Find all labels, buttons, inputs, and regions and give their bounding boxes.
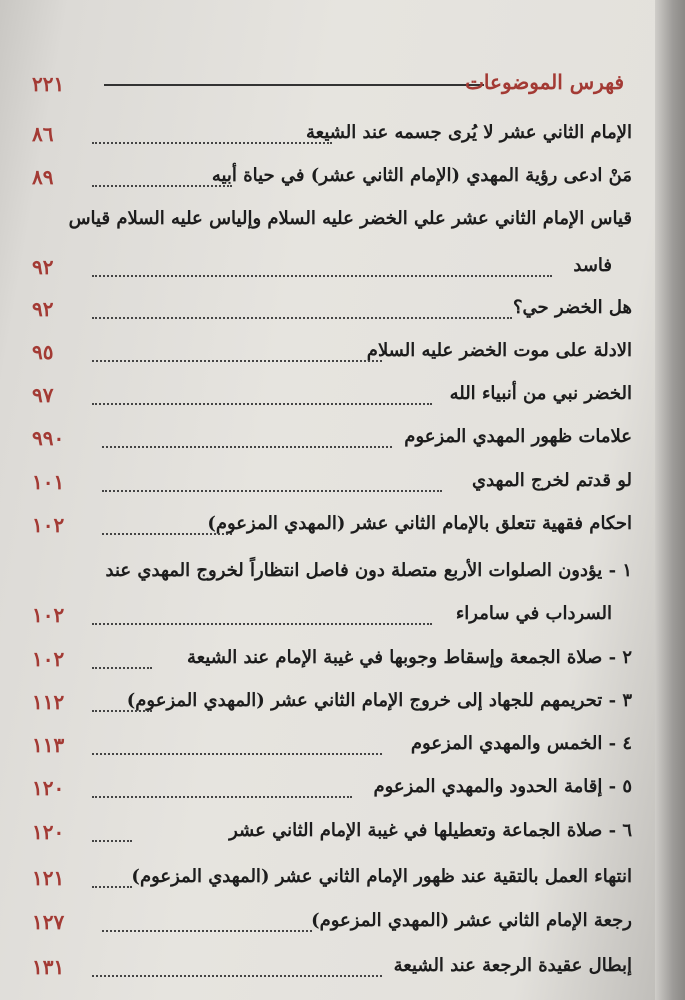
toc-entry xyxy=(32,866,632,906)
toc-entry-text: ٢ - صلاة الجمعة وإسقاط وجوبها في غيبة الإمام عند الشيعة xyxy=(186,647,632,668)
toc-entry-text: رجعة الإمام الثاني عشر (المهدي المزعوم) xyxy=(311,910,632,931)
toc-entry xyxy=(32,513,632,553)
dot-leader xyxy=(92,307,512,319)
toc-entry-text: إبطال عقيدة الرجعة عند الشيعة xyxy=(393,955,632,976)
toc-entry-text: السرداب في سامراء xyxy=(455,603,612,624)
toc-entry-page: ١٠٢ xyxy=(32,603,65,627)
dot-leader xyxy=(92,657,152,669)
toc-entry-page: ١٢١ xyxy=(32,866,65,890)
dot-leader xyxy=(102,436,392,448)
toc-entry-text-line: ١ - يؤدون الصلوات الأربع متصلة دون فاصل انتظاراً لخروج المهدي عند xyxy=(105,560,632,581)
dot-leader xyxy=(92,876,132,888)
toc-entry-text: مَنْ ادعى رؤية المهدي (الإمام الثاني عشر) في حياة أبيه xyxy=(211,165,632,186)
toc-entry xyxy=(32,776,632,816)
toc-entry-text: الخضر نبي من أنبياء الله xyxy=(449,383,632,404)
toc-entry xyxy=(32,955,632,995)
dot-leader xyxy=(92,700,152,712)
toc-entry-page: ١٠٢ xyxy=(32,513,65,537)
toc-entry xyxy=(32,733,632,773)
dot-leader xyxy=(92,613,432,625)
dot-leader xyxy=(92,786,352,798)
dot-leader xyxy=(92,175,232,187)
toc-entry-text: احكام فقهية تتعلق بالإمام الثاني عشر (المهدي المزعوم) xyxy=(207,513,632,534)
toc-entry-text: انتهاء العمل بالتقية عند ظهور الإمام الثاني عشر (المهدي المزعوم) xyxy=(131,866,632,887)
toc-entry-text: فاسد xyxy=(573,255,612,276)
toc-entry-text: الإمام الثاني عشر لا يُرى جسمه عند الشيعة xyxy=(305,122,632,143)
toc-entry-page: ١٢٧ xyxy=(32,910,65,934)
toc-entry xyxy=(32,340,632,380)
toc-entry xyxy=(32,297,632,337)
toc-entry-text: الادلة على موت الخضر عليه السلام xyxy=(366,340,632,361)
toc-entry-page: ١٢٠ xyxy=(32,820,65,844)
dot-leader xyxy=(92,830,132,842)
dot-leader xyxy=(92,350,382,362)
toc-entry-page: ١٠٢ xyxy=(32,647,65,671)
toc-entry xyxy=(32,603,632,643)
toc-entry-page: ١١٣ xyxy=(32,733,65,757)
dot-leader xyxy=(92,965,382,977)
toc-entry-text: ٥ - إقامة الحدود والمهدي المزعوم xyxy=(373,776,632,797)
toc-entry-text: علامات ظهور المهدي المزعوم xyxy=(404,426,632,447)
toc-entry xyxy=(32,426,632,466)
running-header xyxy=(32,66,624,106)
facing-page-edge xyxy=(655,0,685,1000)
toc-entry xyxy=(32,165,632,205)
toc-entry-text: ٣ - تحريمهم للجهاد إلى خروج الإمام الثاني عشر (المهدي المزعوم) xyxy=(126,690,632,711)
dot-leader xyxy=(92,132,332,144)
toc-entry-page: ١١٢ xyxy=(32,690,65,714)
toc-entry-page: ٩٧ xyxy=(32,383,54,407)
toc-entry-text-line: قياس الإمام الثاني عشر علي الخضر عليه السلام وإلياس عليه السلام قياس xyxy=(68,208,632,229)
toc-entry-page: ١٢٠ xyxy=(32,776,65,800)
dot-leader xyxy=(102,523,232,535)
header-page-number: ٢٢١ xyxy=(32,72,65,96)
toc-entry xyxy=(32,820,632,860)
header-rule xyxy=(104,84,484,86)
toc-entry-page: ١٣١ xyxy=(32,955,65,979)
toc-entry-text: هل الخضر حي؟ xyxy=(513,297,632,318)
dot-leader xyxy=(92,743,382,755)
header-title: فهرس الموضوعات xyxy=(465,70,624,94)
toc-entry-page: ٨٩ xyxy=(32,165,54,189)
toc-entry-page: ٩٢ xyxy=(32,255,54,279)
toc-entry-page: ٩٥ xyxy=(32,340,54,364)
toc-entry xyxy=(32,255,632,295)
toc-entry-page: ٩٢ xyxy=(32,297,54,321)
toc-entry xyxy=(32,383,632,423)
toc-entry-text: ٦ - صلاة الجماعة وتعطيلها في غيبة الإمام الثاني عشر xyxy=(229,820,632,841)
toc-entry-page: ٩٩٠ xyxy=(32,426,65,450)
toc-entry xyxy=(32,647,632,687)
dot-leader xyxy=(92,393,432,405)
dot-leader xyxy=(102,480,442,492)
toc-entry-text: لو قدتم لخرج المهدي xyxy=(471,470,632,491)
toc-entry-text: ٤ - الخمس والمهدي المزعوم xyxy=(410,733,632,754)
toc-entry xyxy=(32,470,632,510)
toc-entry xyxy=(32,122,632,162)
toc-entry xyxy=(32,690,632,730)
dot-leader xyxy=(92,265,552,277)
toc-entry-page: ١٠١ xyxy=(32,470,65,494)
dot-leader xyxy=(102,920,312,932)
toc-entry-page: ٨٦ xyxy=(32,122,54,146)
toc-entry xyxy=(32,910,632,950)
